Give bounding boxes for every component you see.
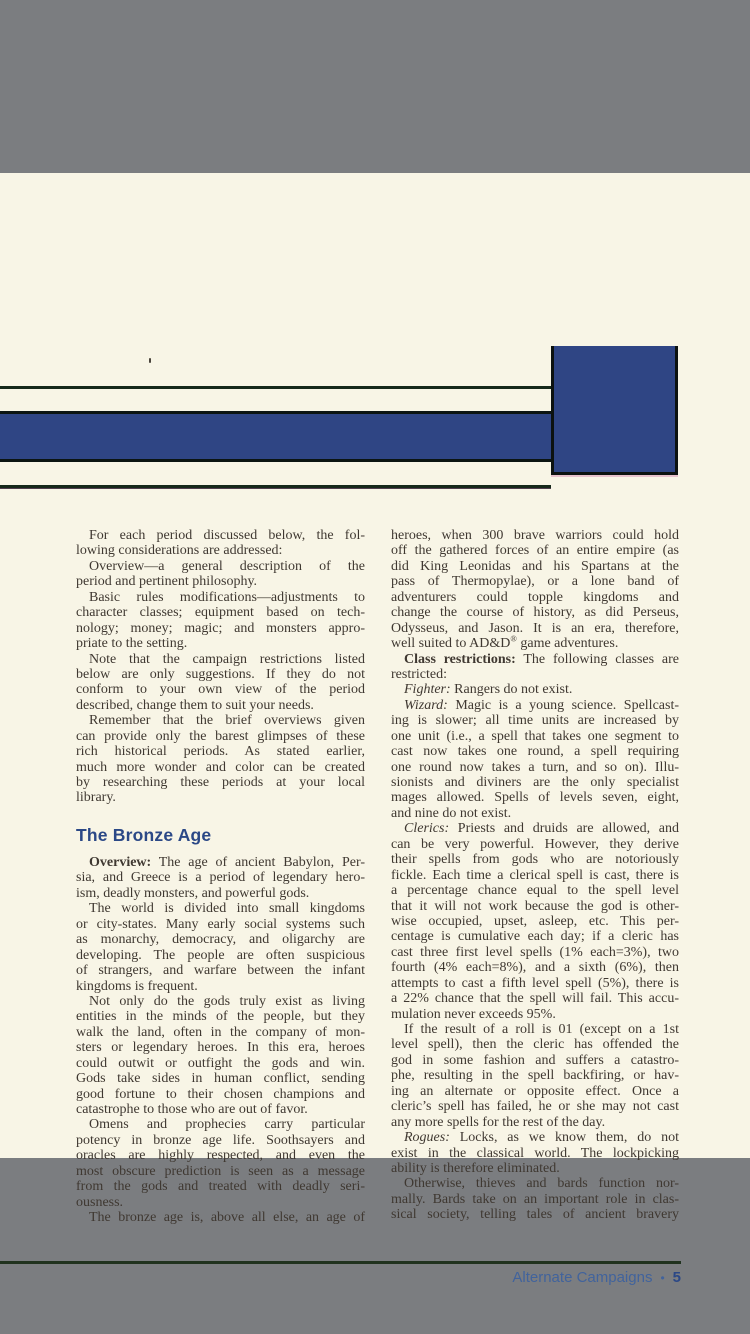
text-line: ing is slower; all time units are increased by (391, 713, 679, 729)
text-line: catastrophe to those who are out of favor. (76, 1102, 308, 1117)
text-line: one unit (i.e., a spell that takes one segment to (391, 728, 679, 744)
text-line: oracles are highly respected, and even the (76, 1148, 365, 1164)
text-line: much more wonder and color can be created (76, 759, 365, 775)
text-line: below are only suggestions. If they do not (76, 666, 365, 682)
text-line: period and pertinent philosophy. (76, 574, 258, 590)
text-line: mulation never exceeds 95%. (391, 1006, 556, 1022)
text-line: ability is therefore eliminated. (391, 1160, 560, 1176)
text-line: ing an alternate or opposite effect. Once a (391, 1083, 679, 1099)
text-line: described, change them to suit your needs. (76, 697, 314, 713)
text-line: Otherwise, thieves and bards function nor- (404, 1176, 679, 1192)
text-block (391, 528, 679, 1223)
header-rule-bottom (0, 485, 551, 489)
text-line: The world is divided into small kingdoms (89, 901, 365, 917)
text-line: Rogues: Locks, as we know them, do not (404, 1130, 679, 1146)
text-line: rich historical periods. As stated earlier, (76, 744, 365, 760)
footer-page-number: 5 (672, 1269, 681, 1286)
text-line: phe, resulting in the spell backfiring, or hav- (391, 1068, 679, 1084)
section-heading: The Bronze Age (76, 825, 212, 845)
scan-speck (149, 358, 151, 363)
text-line: cleric’s spell has failed, he or she may not cast (391, 1099, 679, 1115)
text-line: Odysseus, and Jason. It is an era, therefore, (391, 620, 679, 636)
text-line: fickle. Each time a clerical spell is cast, there is (391, 867, 679, 883)
text-line: potency in bronze age life. Soothsayers and (76, 1132, 365, 1148)
text-line: change the course of history, as did Perseus, (391, 605, 679, 621)
text-line: Omens and prophecies carry particular (89, 1117, 365, 1133)
text-line: restricted: (391, 666, 447, 682)
text-line: entities in the minds of the people, but they (76, 1009, 365, 1025)
text-line: developing. The people are often suspicious (76, 947, 365, 963)
text-line: lowing considerations are addressed: (76, 543, 283, 559)
text-line: attempts to cast a fifth level spell (5%), there is (391, 975, 679, 991)
text-line: their spells from gods who are notoriously (391, 852, 679, 868)
text-line: good fortune to their chosen champions and (76, 1086, 365, 1102)
text-line: Note that the campaign restrictions listed (89, 651, 365, 667)
text-line: nology; money; magic; and monsters appro- (76, 620, 365, 636)
text-line: a 22% chance that the spell will fail. This accu- (391, 991, 679, 1007)
text-line: cast now takes one round, a spell requiring (391, 744, 679, 760)
header-corner-box (551, 346, 678, 475)
text-line: any more spells for the rest of the day. (391, 1114, 606, 1130)
text-line: one round now takes a turn, and so on). Illu- (391, 759, 679, 775)
text-line: that it will not work because the god is other- (391, 898, 679, 914)
text-line: as monarchy, democracy, and oligarchy are (76, 932, 365, 948)
text-line: Fighter: Rangers do not exist. (404, 682, 573, 698)
text-line: by researching these periods at your local (76, 775, 365, 790)
text-line: kingdoms is frequent. (76, 978, 198, 994)
header-corner-fringe (551, 475, 678, 477)
text-line: centage is cumulative each day; if a cleric has (391, 929, 679, 945)
text-line: or city-states. Many early social systems such (76, 916, 365, 932)
text-line: mally. Bards take on an important role in clas- (391, 1191, 679, 1207)
text-line: character classes; equipment based on tech- (76, 605, 365, 621)
text-line: Remember that the brief overviews given (89, 713, 365, 729)
text-line: fourth (4% each=8%), and a sixth (6%), then (391, 960, 679, 976)
text-line: Clerics: Priests and druids are allowed, and (404, 821, 679, 837)
text-line: pass of Thermopylae), or a lone band of (391, 574, 679, 590)
text-line: For each period discussed below, the fol- (89, 528, 365, 543)
text-line: god in some fashion and suffers a catastro- (391, 1052, 679, 1068)
text-line: sical society, telling tales of ancient bravery (391, 1207, 679, 1223)
footer-rule (0, 1261, 681, 1264)
text-line: priate to the setting. (76, 636, 188, 652)
text-line: well suited to AD&D® game adventures. (391, 633, 619, 652)
text-line: did King Leonidas and his Spartans at the (391, 558, 679, 574)
text-line: The bronze age is, above all else, an age of (89, 1210, 365, 1226)
text-line: heroes, when 300 brave warriors could hold (391, 528, 679, 543)
text-line: conform to your own view of the period (76, 682, 365, 698)
text-line: from the gods and treated with deadly seri- (76, 1179, 365, 1195)
text-line: ism, deadly monsters, and powerful gods. (76, 885, 310, 901)
text-line: Overview—a general description of the (89, 558, 365, 574)
text-line: wise occupied, upset, asleep, etc. This per- (391, 913, 679, 929)
text-line: library. (76, 790, 116, 806)
text-line: Basic rules modifications—adjustments to (89, 589, 365, 605)
header-rule-top (0, 386, 551, 389)
text-line: ousness. (76, 1194, 124, 1210)
text-block (76, 528, 365, 806)
header-band (0, 411, 551, 462)
text-line: Gods take sides in human conflict, sending (76, 1071, 365, 1087)
right-column (391, 528, 679, 1223)
text-line: sionists and diviners are the only specialist (391, 775, 679, 790)
text-line: cast three first level spells (1% each=3%), two (391, 944, 679, 960)
text-line: Overview: The age of ancient Babylon, Per- (89, 855, 365, 870)
text-line: off the gathered forces of an entire empire (as (391, 543, 679, 559)
text-line: a percentage chance equal to the spell level (391, 883, 679, 899)
text-line: and nine do not exist. (391, 805, 512, 821)
text-line: could outwit or outfight the gods and win. (76, 1055, 365, 1071)
text-line: adventurers could topple kingdoms and (391, 589, 679, 605)
text-block (76, 855, 365, 1226)
text-line: Class restrictions: The following classes are (404, 651, 680, 667)
text-line: mages allowed. Spells of levels seven, eight, (391, 790, 679, 806)
text-line: of strangers, and warfare between the infant (76, 963, 365, 979)
text-line: sia, and Greece is a period of legendary hero- (76, 870, 365, 886)
text-line: can provide only the barest glimpses of these (76, 728, 365, 744)
text-line: walk the land, often in the company of mon- (76, 1024, 365, 1040)
footer-separator: • (660, 1271, 665, 1285)
left-column-upper (76, 528, 365, 806)
footer-section-label: Alternate Campaigns (512, 1269, 653, 1286)
page-footer (512, 1269, 681, 1286)
text-line: sters or legendary heroes. In this era, heroes (76, 1040, 365, 1056)
text-line: can be very powerful. However, they derive (391, 836, 679, 852)
text-line: most obscure prediction is seen as a message (76, 1163, 365, 1179)
text-line: exist in the classical world. The lockpicking (391, 1145, 679, 1161)
left-column-lower (76, 855, 365, 1226)
text-line: Not only do the gods truly exist as living (89, 993, 365, 1009)
text-line: Wizard: Magic is a young science. Spellcast- (404, 697, 679, 713)
text-line: If the result of a roll is 01 (except on a 1st (404, 1022, 679, 1037)
book-page (0, 173, 750, 1286)
text-line: level spell), then the cleric has offended the (391, 1037, 679, 1053)
